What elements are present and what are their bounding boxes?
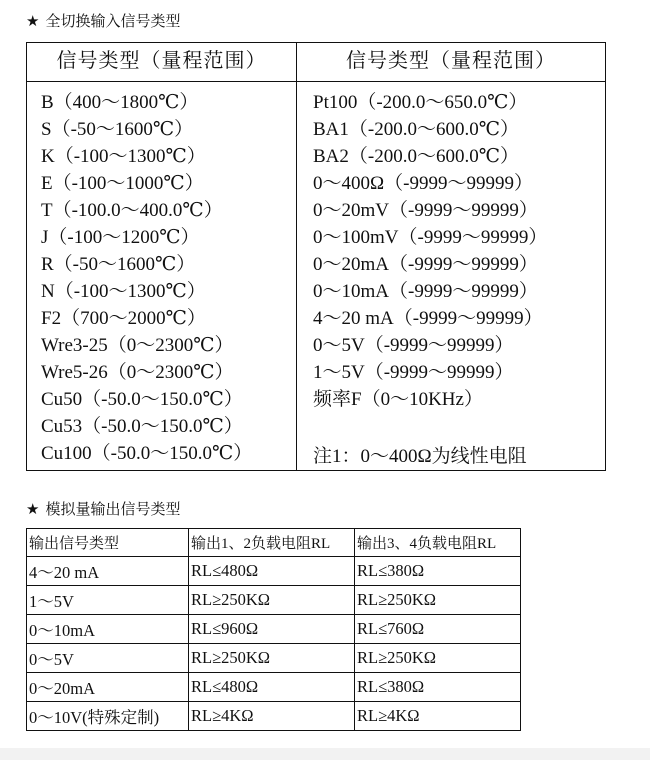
table-header-row [27,529,521,557]
analog-output-table [26,528,521,731]
signal-item: 0～20mA（-9999～99999） [313,254,538,275]
table-cell: 0～10V(特殊定制) [27,702,189,731]
column-header: 输出信号类型 [27,529,189,557]
signal-item: K（-100～1300℃） [41,146,206,167]
signal-item: Cu100（-50.0～150.0℃） [41,443,253,464]
table-cell: RL≥250KΩ [189,644,355,673]
section1-heading [26,10,180,31]
section2-heading [26,498,180,519]
table-cell: RL≤480Ω [189,673,355,702]
signal-item: BA1（-200.0～600.0℃） [313,119,519,140]
signal-item: Cu53（-50.0～150.0℃） [41,416,243,437]
table-cell: RL≤760Ω [355,615,521,644]
table-cell: RL≥4KΩ [189,702,355,731]
right-signal-list [313,89,547,413]
signal-item: E（-100～1000℃） [41,173,204,194]
table-cell: 4～20 mA [27,557,189,586]
table-cell: RL≥250KΩ [189,586,355,615]
signal-item: 4～20 mA（-9999～99999） [313,308,543,329]
table-cell: RL≥250KΩ [355,644,521,673]
signal-item: Cu50（-50.0～150.0℃） [41,389,243,410]
signal-item: F2（700～2000℃） [41,308,206,329]
header-right: 信号类型（量程范围） [346,50,556,72]
table-cell: RL≤380Ω [355,673,521,702]
table-row [27,702,521,731]
column-header: 输出3、4负载电阻RL [355,529,521,557]
signal-item: B（400～1800℃） [41,92,199,113]
table-cell: 0～5V [27,644,189,673]
signal-item: R（-50～1600℃） [41,254,196,275]
column-divider [296,43,297,470]
table-row [27,586,521,615]
table-cell: 0～10mA [27,615,189,644]
section2-title: 模拟量输出信号类型 [45,500,181,518]
resistance-note: 注1：0～400Ω为线性电阻 [313,446,527,467]
header-left: 信号类型（量程范围） [56,50,267,72]
table-cell: RL≥4KΩ [355,702,521,731]
signal-item: 1～5V（-9999～99999） [313,362,514,383]
section1-title: 全切换输入信号类型 [45,12,181,30]
footer-band [0,748,650,760]
signal-item: 频率F（0～10KHz） [313,389,483,410]
table-cell: RL≤480Ω [189,557,355,586]
table-row [27,557,521,586]
signal-item: T（-100.0～400.0℃） [41,200,223,221]
signal-item: BA2（-200.0～600.0℃） [313,146,519,167]
input-table-header [27,43,605,82]
signal-item: J（-100～1200℃） [41,227,200,248]
signal-item: 0～5V（-9999～99999） [313,335,514,356]
signal-item: 0～20mV（-9999～99999） [313,200,538,221]
signal-item: N（-100～1300℃） [41,281,206,302]
star-icon: ★ [26,500,40,518]
table-row [27,673,521,702]
signal-item: Pt100（-200.0～650.0℃） [313,92,528,113]
signal-item: Wre3-25（0～2300℃） [41,335,234,356]
table-cell: RL≤380Ω [355,557,521,586]
signal-item: 0～10mA（-9999～99999） [313,281,538,302]
table-cell: RL≤960Ω [189,615,355,644]
input-signal-table [26,42,606,471]
signal-item: Wre5-26（0～2300℃） [41,362,234,383]
star-icon: ★ [26,12,40,30]
table-cell: RL≥250KΩ [355,586,521,615]
signal-item: 0～400Ω（-9999～99999） [313,173,533,194]
table-row [27,644,521,673]
left-signal-list [41,89,252,467]
signal-item: S（-50～1600℃） [41,119,194,140]
column-header: 输出1、2负载电阻RL [189,529,355,557]
table-cell: 1～5V [27,586,189,615]
table-cell: 0～20mA [27,673,189,702]
signal-item: 0～100mV（-9999～99999） [313,227,548,248]
table-row [27,615,521,644]
